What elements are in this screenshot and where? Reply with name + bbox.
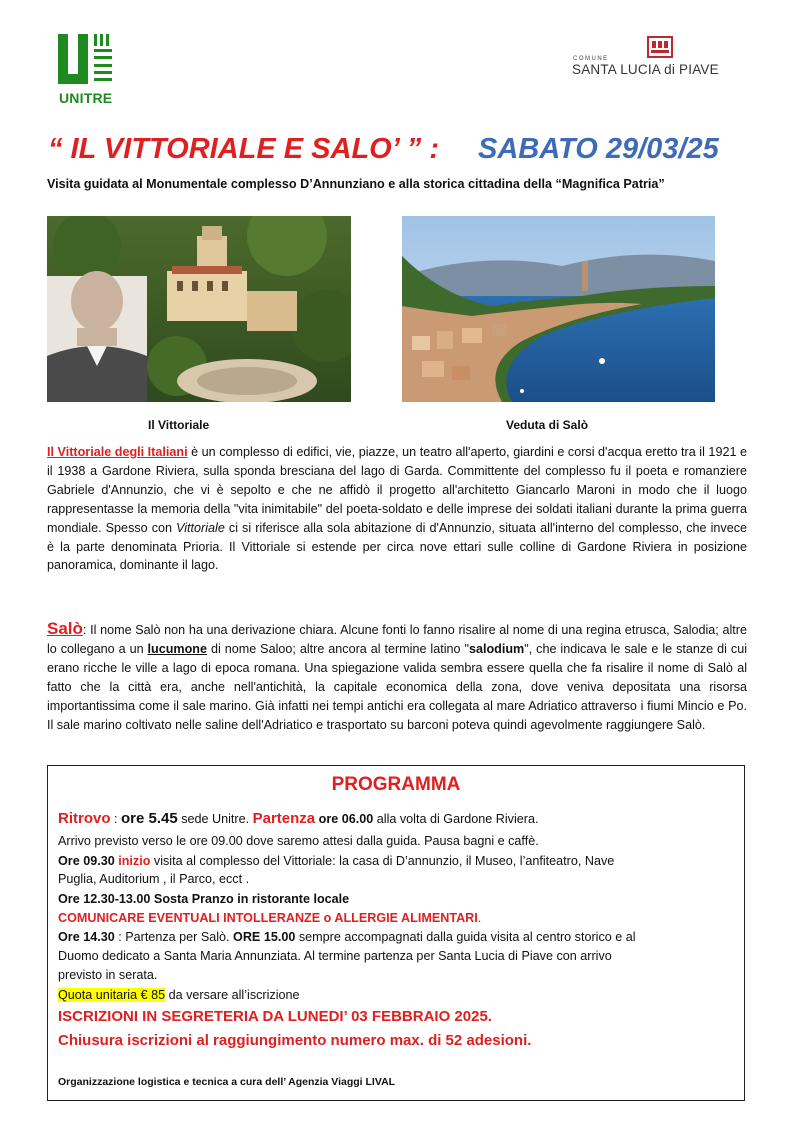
caption-salo: Veduta di Salò	[506, 418, 589, 432]
program-line-pranzo: Ore 12.30-13.00 Sosta Pranzo in ristorante locale	[58, 892, 350, 906]
program-line-duomo: Duomo dedicato a Santa Maria Annunziata. Al termine partenza per Santa Lucia di Piave con arrivo	[58, 949, 612, 963]
vittoriale-paragraph: Il Vittoriale degli Italiani è un complesso di edifici, vie, piazze, un teatro all'aperto, giardini e corsi d'acqua eretto tra il 1921 e il 1938 a Gardone Riviera, sulla sponda bresciana del lago di Garda. Committente del complesso fu il poeta e romanziere Gabriele d'Annunzio, che vi è sepolto e che ne affidò il progetto all'architetto Giancarlo Maroni in modo che il luogo rappresentasse la memoria della "vita inimitabile" del poeta-soldato e delle imprese dei soldati italiani durante la prima guerra mondiale. Spesso con Vittoriale ci si riferisce alla sola abitazione di d'Annunzio, situata all'interno del complesso, che invece è la parte denominata Prioria. Il Vittoriale si estende per circa nove ettari sulle colline di Gardone Riviera in posizione panoramica, dominante il lago.	[47, 445, 748, 573]
program-box	[47, 765, 745, 1101]
unitre-logo-text: UNITRE	[59, 90, 113, 106]
program-line-allergie: COMUNICARE EVENTUALI INTOLLERANZE o ALLERGIE ALIMENTARI.	[58, 911, 482, 925]
vittoriale-link[interactable]: Il Vittoriale degli Italiani	[47, 445, 188, 459]
salo-paragraph: Salò: Il nome Salò non ha una derivazione chiara. Alcune fonti lo fanno risalire al nome di una regina etrusca, Salodia; altre lo collegano a un lucumone di nome Saloo; altre ancora al termine latino "salodium", che indicava le sale e le stanze di cui erano ricche le ville a lago di epoca romana. Una spiegazione valida sembra essere quella che fa risalire il nome di Salò al fatto che la città era, anche nell'antichità, la capitale economica della zona, dove veniva depositata una risorsa importantissima come il sale marino. Già infatti nei tempi antichi era collegata al mare Adriatico attraverso i fiumi Mincio e Po. Il sale marino coltivato nelle saline dell'Adriatico e trasportato su barconi poteva quindi agevolmente raggiungere Salò.	[47, 619, 747, 732]
salo-photo	[402, 216, 715, 402]
quota-highlight: Quota unitaria € 85	[58, 988, 166, 1002]
comune-crest-icon	[647, 36, 673, 58]
program-line-iscrizioni: ISCRIZIONI IN SEGRETERIA DA LUNEDI’ 03 FEBBRAIO 2025.	[58, 1008, 492, 1025]
program-line-visita: Ore 09.30 inizio visita al complesso del Vittoriale: la casa di D’annunzio, il Museo, l’anfiteatro, Nave	[58, 854, 615, 868]
program-line-ritrovo: Ritrovo : ore 5.45 sede Unitre. Partenza ore 06.00 alla volta di Gardone Riviera.	[58, 810, 539, 827]
caption-vittoriale: Il Vittoriale	[148, 418, 210, 432]
program-line-quota: Quota unitaria € 85 da versare all’iscrizione	[58, 988, 300, 1002]
salo-link[interactable]: Salò	[47, 619, 83, 638]
lucumone-link[interactable]: lucumone	[147, 641, 208, 656]
program-line-arrivo: Arrivo previsto verso le ore 09.00 dove saremo attesi dalla guida. Pausa bagni e caffè.	[58, 834, 539, 848]
program-title: PROGRAMMA	[331, 774, 461, 795]
program-line-visita-cont: Puglia, Auditorium , il Parco, ecct .	[58, 872, 250, 886]
page-title: “ IL VITTORIALE E SALO’ ” :	[48, 133, 439, 165]
program-line-chiusura: Chiusura iscrizioni al raggiungimento numero max. di 52 adesioni.	[58, 1032, 532, 1049]
comune-name: SANTA LUCIA di PIAVE	[572, 62, 719, 77]
program-footer: Organizzazione logistica e tecnica a cura dell’ Agenzia Viaggi LIVAL	[58, 1076, 396, 1088]
comune-label: COMUNE	[573, 56, 609, 62]
vittoriale-photo	[47, 216, 351, 402]
subtitle: Visita guidata al Monumentale complesso D’Annunziano e alla storica cittadina della “Magnifica Patria”	[47, 177, 665, 191]
event-date: SABATO 29/03/25	[478, 133, 719, 165]
program-line-salo: Ore 14.30 : Partenza per Salò. ORE 15.00 sempre accompagnati dalla guida visita al centro storico e al	[58, 930, 636, 944]
program-line-rientro: previsto in serata.	[58, 968, 158, 982]
